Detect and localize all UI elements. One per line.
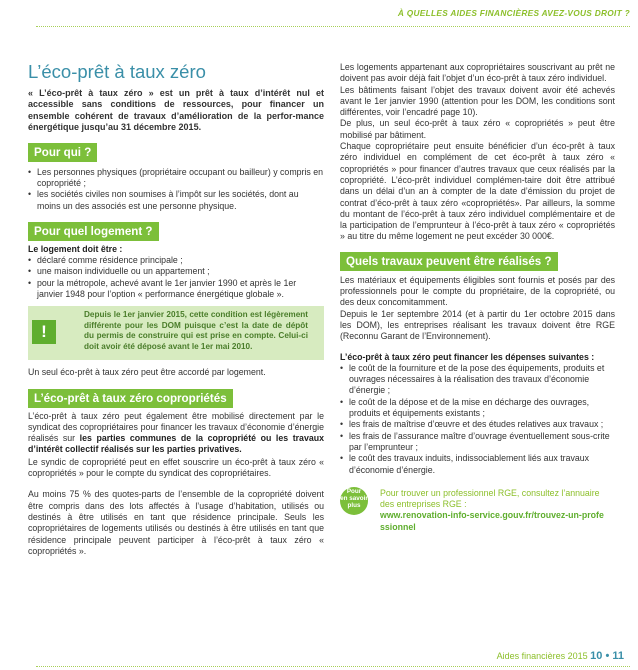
copro-p1-bold: les parties communes de la copropriété ou les travaux d’intérêt collectif réalisés sur les parties privatives. (28, 433, 324, 455)
travaux-paragraph-2: Depuis le 1er septembre 2014 (et à partir du 1er octobre 2015 dans les DOM), les entreprises réalisant les travaux doivent être RGE (Reconnu Garant de l’Environnement). (340, 308, 615, 342)
right-paragraph-4: Chaque copropriétaire peut ensuite bénéficier d’un éco-prêt à taux zéro individuel en complément de cet éco-prêt à taux zéro « copropriétés » pour financer d’autres travaux que ceux réalisés par la copropriété. L’éco-prêt individuel complémen-taire doit être attribué dans un délai d’un an à compter de la date d’émission du projet de contrat d’éco-prêt à taux zéro «copropriétés». Par ailleurs, la somme du montant de l’éco-prêt à taux zéro individuel complémentaire et de la participation de l’emprunteur à l’éco-prêt à taux zéro « copropriétés » au titre du même logement ne peut excéder 30 000€. (340, 141, 615, 242)
list-item: • le coût des travaux induits, indissociablement liés aux travaux d’économie d’énergie. (340, 453, 615, 476)
rge-directory-link[interactable]: www.renovation-info-service.gouv.fr/trouvez-un-professionnel (380, 510, 604, 532)
badge-line-3: plus (347, 501, 361, 509)
pour-en-savoir-plus-box (340, 487, 615, 539)
list-item: • les frais de maîtrise d’œuvre et des études relatives aux travaux ; (340, 419, 615, 430)
badge-line-1: Pour (346, 487, 362, 495)
list-item: • le coût de la dépose et de la mise en décharge des ouvrages, produits et équipements existants ; (340, 397, 615, 420)
heading-copropriete: L’éco-prêt à taux zéro copropriétés (28, 389, 233, 408)
list-item: • les sociétés civiles non soumises à l’impôt sur les sociétés, dont au moins un des associés est une personne physique. (28, 189, 324, 212)
copro-paragraph-2: Le syndic de copropriété peut en effet souscrire un éco-prêt à taux zéro « copropriétés » pour le compte du syndicat des copropriétaires. (28, 456, 324, 479)
right-paragraph-1: Les logements appartenant aux copropriétaires souscrivant au prêt ne doivent pas avoir déjà fait l’objet d’un éco-prêt à taux zéro individuel. (340, 62, 615, 84)
depenses-list (340, 363, 615, 476)
list-item: • une maison individuelle ou un appartement ; (28, 266, 324, 277)
header-divider (36, 26, 630, 27)
warning-icon: ! (32, 320, 56, 344)
pour-en-savoir-plus-badge (340, 487, 368, 515)
section-copropriete (28, 389, 324, 558)
list-item: • le coût de la fourniture et de la pose des équipements, produits et ouvrages nécessaires à la réalisation des travaux d’économie d’énergie ; (340, 363, 615, 397)
dom-note-text: Depuis le 1er janvier 2015, cette condition est légèrement différente pour les DOM puisque c’est la date de dépôt du permis de construire qui est prise en compte. Celui-ci doit avoir été déposé avant le 1er mai 2010. (84, 310, 308, 352)
section-travaux (340, 252, 615, 476)
logement-list (28, 255, 324, 300)
more-info-content (380, 488, 605, 533)
copro-paragraph-1 (28, 411, 324, 456)
heading-pour-quel-logement: Pour quel logement ? (28, 222, 159, 241)
header-title: À QUELLES AIDES FINANCIÈRES AVEZ-VOUS DROIT ? (397, 8, 630, 18)
right-paragraph-2: Les bâtiments faisant l’objet des travaux doivent avoir été achevés avant le 1er janvier 1990 (attention pour les DOM, les conditions sont différentes, voir l’encadré page 10). (340, 84, 615, 118)
travaux-paragraph-1: Les matériaux et équipements éligibles sont fournis et posés par des professionnels pour le compte du propriétaire, de la copropriété, ou des deux concomitamment. (340, 274, 615, 308)
logement-intro: Le logement doit être : (28, 243, 123, 254)
intro-paragraph: « L’éco-prêt à taux zéro » est un prêt à taux d’intérêt nul et accessible sans conditions de ressources, pour financer un ensemble cohérent de travaux d’amélioration de la perfor-mance énergétique jusqu’au 31 décembre 2015. (28, 88, 324, 133)
section-pour-qui (28, 143, 324, 212)
badge-line-2: en savoir (340, 494, 368, 502)
heading-pour-qui: Pour qui ? (28, 143, 97, 162)
dom-note-box (28, 306, 324, 360)
more-info-text: Pour trouver un professionnel RGE, consultez l’annuaire des entreprises RGE : (380, 487, 600, 510)
copro-p1-text: L’éco-prêt à taux zéro peut également être mobilisé directement par le syndicat des copropriétaires pour financer les travaux d’économie d’énergie réalisés sur (28, 410, 324, 444)
right-column (340, 62, 615, 539)
list-item: • déclaré comme résidence principale ; (28, 255, 324, 266)
pour-qui-list (28, 167, 324, 212)
section-logement (28, 222, 324, 379)
heading-quels-travaux: Quels travaux peuvent être réalisés ? (340, 252, 558, 271)
page-title: L’éco-prêt à taux zéro (28, 61, 206, 82)
page-numbers: 10 • 11 (590, 650, 624, 662)
left-column (28, 62, 324, 557)
list-item: • les frais de l’assurance maître d’ouvrage éventuellement sous-crite par l’emprunteur ; (340, 431, 615, 454)
footer-divider (36, 666, 630, 667)
single-loan-text: Un seul éco-prêt à taux zéro peut être accordé par logement. (28, 367, 266, 378)
footer-label: Aides financières 2015 (496, 651, 588, 661)
list-item: • Les personnes physiques (propriétaire occupant ou bailleur) y compris en copropriété ; (28, 167, 324, 190)
page-footer (497, 650, 624, 662)
financer-intro: L’éco-prêt à taux zéro peut financer les dépenses suivantes : (340, 351, 595, 362)
copro-paragraph-3: Au moins 75 % des quotes-parts de l’ensemble de la copropriété doivent être compris dans des lots affectés à l’usage d’habitation, utilisés ou destinés à être utilisés en tant que résidence principale. Seuls les copropriétaires de logements utilisés ou destinés à être utilisés en tant que résidence principale peuvent participer à l’éco-prêt à taux zéro « copropriétés ». (28, 489, 324, 556)
right-paragraph-3: De plus, un seul éco-prêt à taux zéro « copropriétés » peut être mobilisé par bâtiment. (340, 118, 615, 140)
list-item: • pour la métropole, achevé avant le 1er janvier 1990 et après le 1er janvier 1948 pour l’option « performance énergétique globale ». (28, 278, 324, 301)
